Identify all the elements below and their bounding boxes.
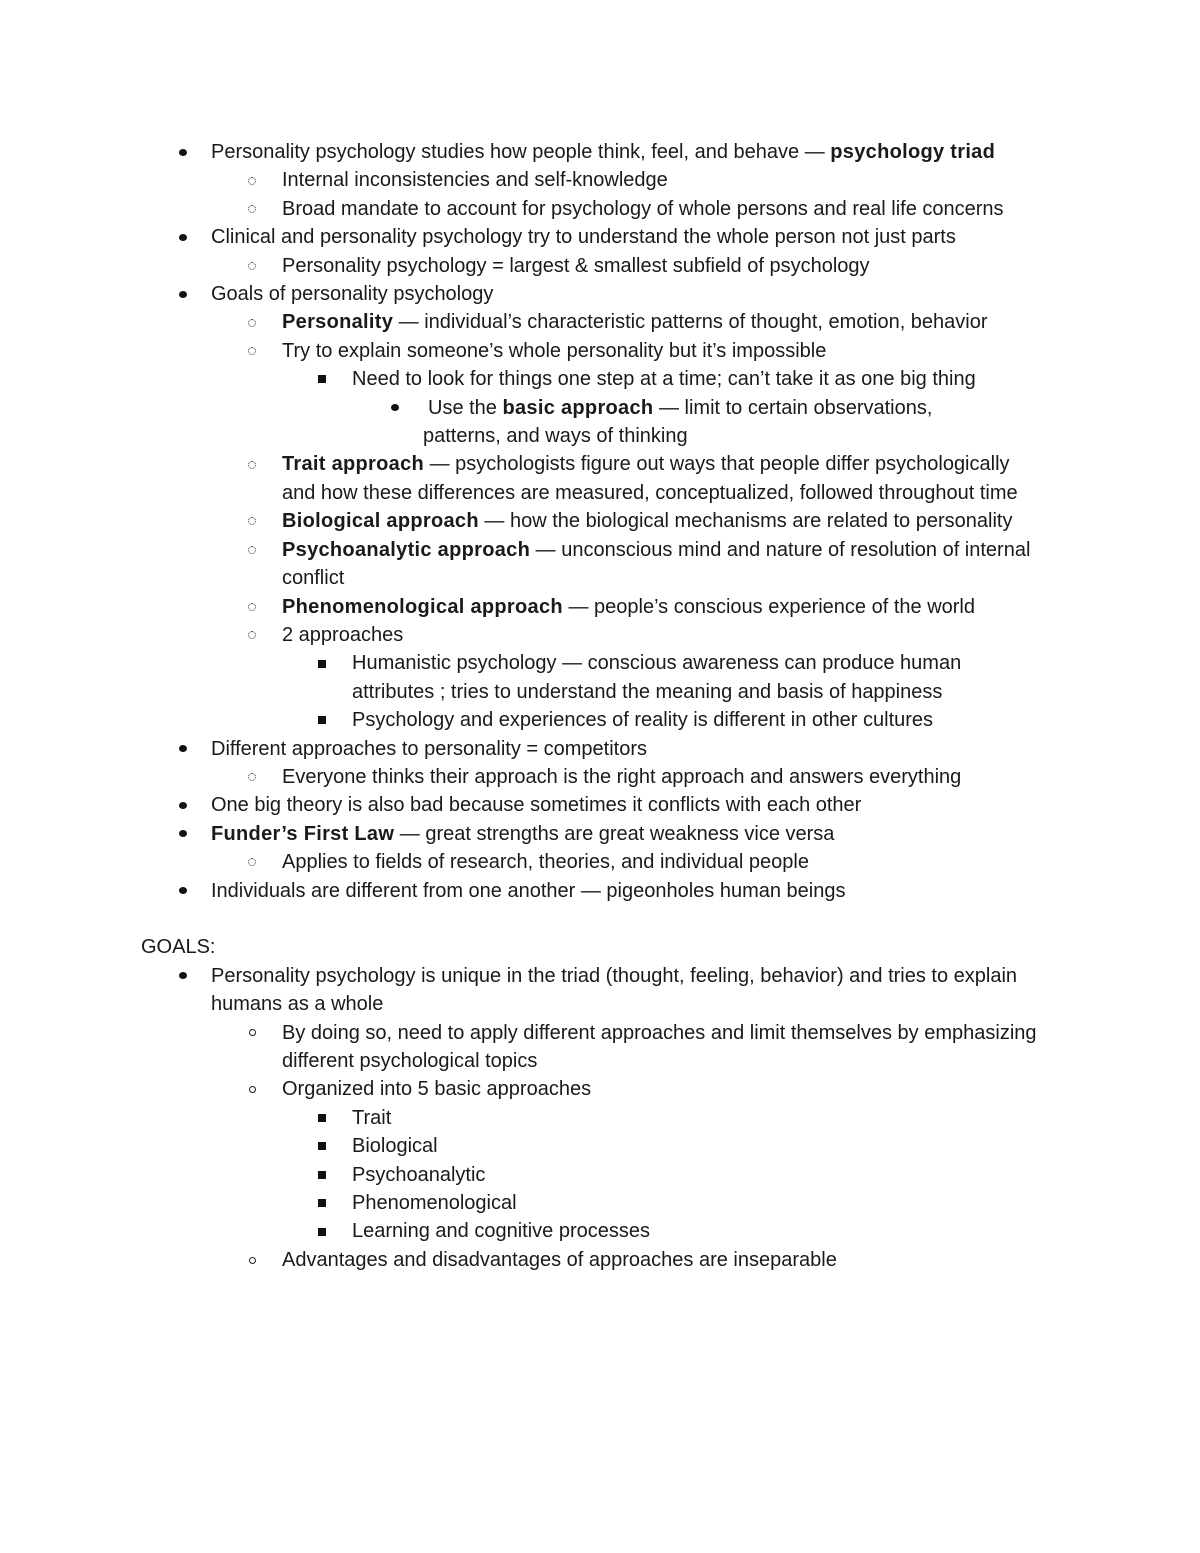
list-item-text bbox=[282, 311, 988, 333]
list-item-body: Applies to fields of research, theories, and individual people bbox=[282, 851, 809, 874]
list-item-text bbox=[282, 340, 826, 362]
list-item-body: — individual’s characteristic patterns of thought, emotion, behavior bbox=[393, 311, 988, 334]
list-item bbox=[0, 877, 1071, 905]
list-item-text bbox=[282, 510, 1012, 532]
list-item-body: Different approaches to personality = competitors bbox=[211, 737, 647, 760]
disc-bullet-icon bbox=[175, 877, 191, 905]
list-item-text bbox=[352, 652, 961, 702]
hollow-circle-bullet-icon bbox=[244, 621, 260, 649]
list-item-text bbox=[282, 255, 870, 277]
list-item-text bbox=[352, 1192, 517, 1214]
list-item bbox=[0, 536, 1042, 593]
list-item bbox=[0, 223, 1071, 251]
list-item bbox=[0, 848, 1042, 876]
square-bullet-icon bbox=[314, 365, 330, 393]
list-item bbox=[0, 308, 1042, 336]
list-item-text bbox=[211, 794, 861, 816]
list-item bbox=[0, 791, 1071, 819]
list-item-body: — people’s conscious experience of the world bbox=[562, 595, 975, 618]
list-item-body: Need to look for things one step at a time; can’t take it as one big thing bbox=[352, 368, 976, 391]
disc-bullet-icon bbox=[175, 791, 191, 819]
list-item-continuation: patterns, and ways of thinking bbox=[423, 425, 688, 448]
list-item bbox=[0, 1075, 1042, 1103]
list-item bbox=[0, 593, 1042, 621]
list-item bbox=[0, 735, 1071, 763]
list-item bbox=[0, 1189, 1042, 1217]
list-item-text bbox=[211, 965, 1017, 1015]
disc-bullet-icon bbox=[387, 394, 403, 422]
list-item-text bbox=[282, 851, 809, 873]
square-bullet-icon bbox=[314, 1104, 330, 1132]
list-item-text bbox=[211, 738, 647, 760]
list-item-text bbox=[352, 1164, 485, 1186]
list-item-prefix: Use the bbox=[428, 396, 503, 419]
list-item-text bbox=[352, 1135, 438, 1157]
list-item-body: — great strengths are great weakness vice versa bbox=[394, 822, 835, 845]
hollow-circle-bullet-icon bbox=[244, 593, 260, 621]
list-item bbox=[0, 280, 1071, 308]
list-item-body: 2 approaches bbox=[282, 623, 404, 646]
hollow-circle-bullet-icon bbox=[244, 507, 260, 535]
hollow-circle-bullet-icon bbox=[244, 763, 260, 791]
hollow-circle-bullet-icon bbox=[244, 450, 260, 478]
list-item-body: Internal inconsistencies and self-knowledge bbox=[282, 169, 668, 192]
list-item bbox=[0, 252, 1042, 280]
hollow-circle-bullet-icon bbox=[244, 195, 260, 223]
hollow-circle-bullet-icon bbox=[244, 848, 260, 876]
list-item-text bbox=[282, 453, 1018, 503]
list-item-text bbox=[282, 1078, 591, 1100]
hollow-circle-bullet-icon bbox=[244, 536, 260, 564]
square-bullet-icon bbox=[314, 706, 330, 734]
list-item-text bbox=[211, 283, 493, 305]
list-item bbox=[0, 962, 1071, 1019]
list-item-text bbox=[282, 1022, 1037, 1072]
list-item-body: Biological bbox=[352, 1135, 438, 1158]
disc-bullet-icon bbox=[175, 138, 191, 166]
term-bold: basic approach bbox=[502, 396, 654, 419]
disc-bullet-icon bbox=[175, 223, 191, 251]
list-item-text bbox=[282, 766, 961, 788]
list-item bbox=[0, 450, 1042, 507]
square-bullet-icon bbox=[314, 1161, 330, 1189]
list-item bbox=[0, 1217, 1042, 1245]
list-item bbox=[0, 337, 1042, 365]
term-bold: psychology triad bbox=[830, 141, 996, 163]
list-item-text bbox=[352, 709, 933, 731]
list-item bbox=[0, 394, 988, 451]
list-item bbox=[0, 195, 1042, 223]
list-item-text bbox=[282, 1249, 837, 1271]
list-item-body: Everyone thinks their approach is the right approach and answers everything bbox=[282, 765, 962, 788]
hollow-circle-bullet-icon bbox=[244, 252, 260, 280]
list-item-body: — how the biological mechanisms are related to personality bbox=[478, 510, 1013, 533]
list-item-text bbox=[282, 198, 1004, 220]
list-item-text bbox=[352, 1220, 650, 1242]
list-item bbox=[0, 138, 1071, 166]
list-item-body: Personality psychology is unique in the triad (thought, feeling, behavior) and tries to explain humans as a whole bbox=[211, 964, 1018, 1016]
list-item-text bbox=[211, 141, 995, 163]
square-bullet-icon bbox=[314, 1132, 330, 1160]
section-heading-text: GOALS: bbox=[141, 936, 216, 959]
list-item-text bbox=[282, 596, 975, 618]
list-item-text bbox=[282, 539, 1030, 589]
list-item bbox=[0, 621, 1042, 649]
disc-bullet-icon bbox=[175, 820, 191, 848]
list-item-text bbox=[428, 397, 932, 419]
disc-bullet-icon bbox=[175, 280, 191, 308]
document-body bbox=[0, 138, 1200, 1274]
list-item-text bbox=[352, 1107, 391, 1129]
list-item-body: Individuals are different from one another — pigeonholes human beings bbox=[211, 879, 846, 902]
list-item-body: One big theory is also bad because sometimes it conflicts with each other bbox=[211, 794, 862, 817]
section-heading bbox=[0, 933, 1041, 961]
list-item bbox=[0, 365, 1042, 393]
list-item-body: — psychologists figure out ways that people differ psychologically and how these differences are measured, conceptualized, followed throughout time bbox=[282, 453, 1018, 504]
term-bold: Biological approach bbox=[282, 510, 479, 533]
list-item-body: Try to explain someone’s whole personality but it’s impossible bbox=[282, 339, 827, 362]
square-bullet-icon bbox=[314, 1217, 330, 1245]
list-item-body: Psychology and experiences of reality is different in other cultures bbox=[352, 709, 934, 732]
disc-bullet-icon bbox=[175, 735, 191, 763]
list-item bbox=[0, 706, 1042, 734]
list-item-body: Trait bbox=[352, 1106, 392, 1129]
list-item-text bbox=[211, 880, 845, 902]
disc-bullet-icon bbox=[175, 962, 191, 990]
list-item-body: Humanistic psychology — conscious awareness can produce human attributes ; tries to understand the meaning and basis of happiness bbox=[352, 652, 962, 703]
list-item-body: Personality psychology = largest & smallest subfield of psychology bbox=[282, 254, 870, 277]
list-item bbox=[0, 166, 1042, 194]
list-item bbox=[0, 820, 1071, 848]
square-bullet-icon bbox=[314, 649, 330, 677]
hollow-circle-bullet-icon bbox=[244, 166, 260, 194]
term-bold: Phenomenological approach bbox=[282, 595, 563, 618]
list-item-body: Phenomenological bbox=[352, 1192, 517, 1215]
list-item bbox=[0, 1161, 1042, 1189]
hollow-circle-bullet-icon bbox=[244, 1019, 260, 1047]
list-item-text bbox=[282, 624, 403, 646]
list-item-body: Learning and cognitive processes bbox=[352, 1220, 650, 1243]
hollow-circle-bullet-icon bbox=[244, 1246, 260, 1274]
hollow-circle-bullet-icon bbox=[244, 308, 260, 336]
list-item bbox=[0, 649, 1042, 706]
list-item-body: — limit to certain observations, bbox=[653, 396, 933, 419]
list-item-body: Psychoanalytic bbox=[352, 1163, 486, 1186]
list-item-body: Clinical and personality psychology try to understand the whole person not just parts bbox=[211, 226, 956, 249]
list-item-body: By doing so, need to apply different approaches and limit themselves by emphasizing different psychological topics bbox=[282, 1021, 1037, 1072]
list-item-text bbox=[211, 226, 956, 248]
list-item-text bbox=[352, 368, 976, 390]
list-item bbox=[0, 1246, 1042, 1274]
term-bold: Funder’s First Law bbox=[211, 822, 395, 845]
list-item bbox=[0, 507, 1042, 535]
hollow-circle-bullet-icon bbox=[244, 1075, 260, 1103]
term-bold: Trait approach bbox=[282, 453, 425, 476]
hollow-circle-bullet-icon bbox=[244, 337, 260, 365]
term-bold: Personality bbox=[282, 311, 394, 334]
list-item bbox=[0, 1019, 1042, 1076]
list-item bbox=[0, 1132, 1042, 1160]
list-item-body: Personality psychology studies how people think, feel, and behave — bbox=[211, 141, 831, 163]
list-item bbox=[0, 1104, 1042, 1132]
list-item-text bbox=[282, 169, 668, 191]
list-item bbox=[0, 763, 1042, 791]
list-item-body: Advantages and disadvantages of approaches are inseparable bbox=[282, 1248, 837, 1271]
term-bold: Psychoanalytic approach bbox=[282, 538, 531, 561]
blank-line bbox=[0, 905, 1200, 933]
square-bullet-icon bbox=[314, 1189, 330, 1217]
list-item-text bbox=[211, 823, 834, 845]
list-item-body: Broad mandate to account for psychology of whole persons and real life concerns bbox=[282, 197, 1004, 220]
list-item-body: — unconscious mind and nature of resolution of internal conflict bbox=[282, 538, 1031, 590]
list-item-body: Organized into 5 basic approaches bbox=[282, 1078, 592, 1101]
list-item-body: Goals of personality psychology bbox=[211, 283, 494, 306]
